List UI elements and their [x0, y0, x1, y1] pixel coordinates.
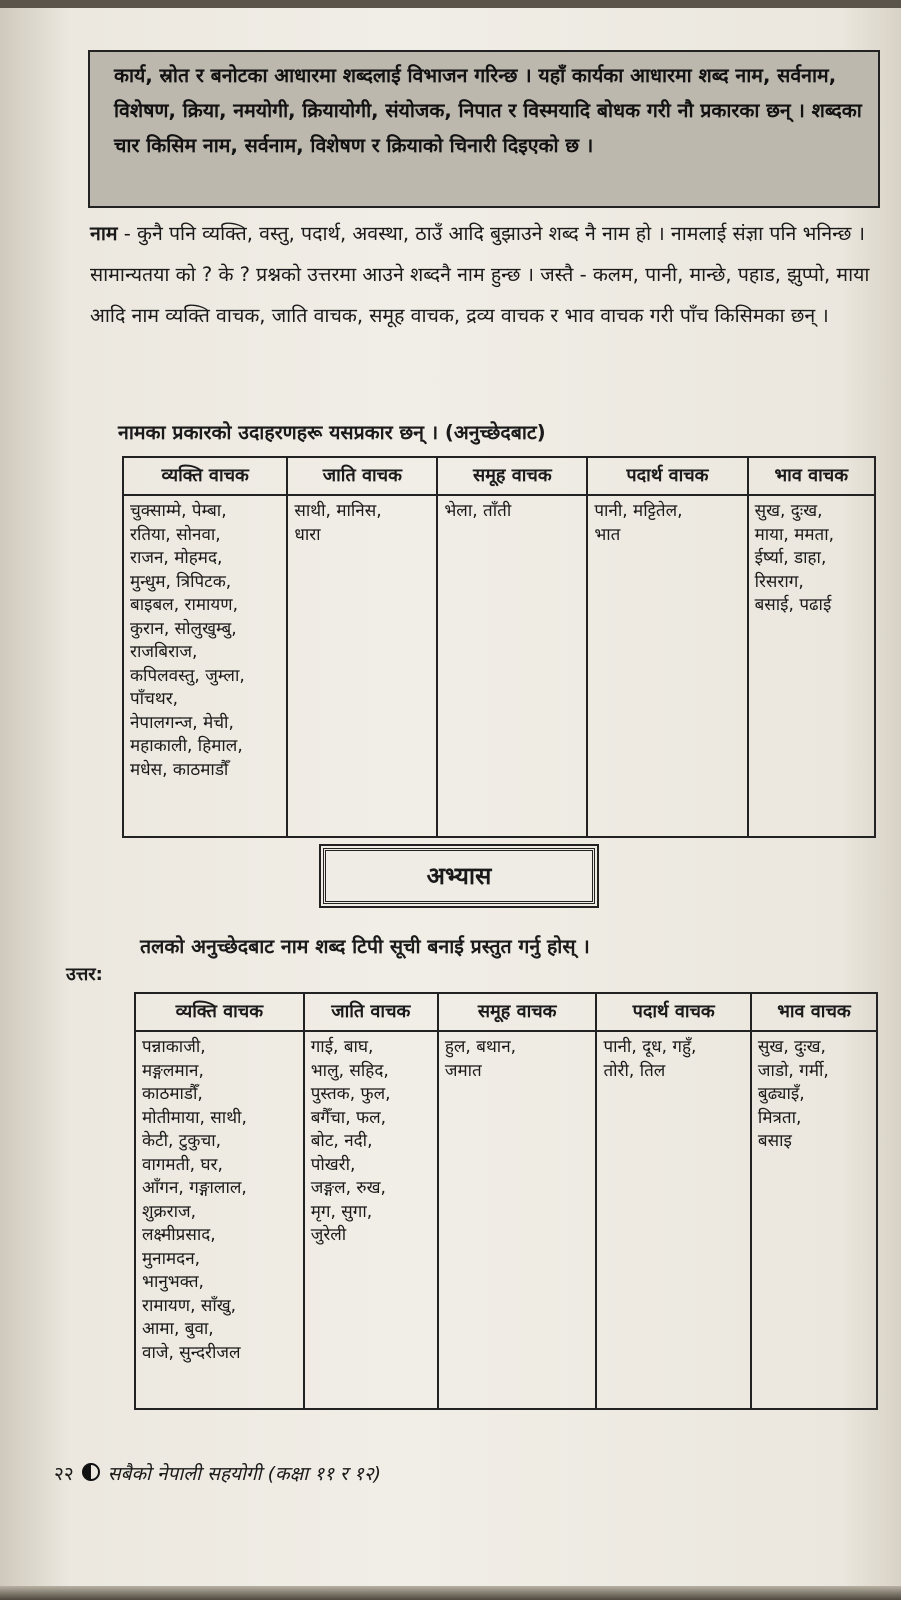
table-row [123, 495, 875, 837]
answer-table-header-row [135, 993, 877, 1031]
noun-definition-text: - कुनै पनि व्यक्ति, वस्तु, पदार्थ, अवस्था, ठाउँ आदि बुझाउने शब्द नै नाम हो । नामलाई संज्ञा पनि भनिन्छ । सामान्यतया को ? के ? प्रश्नको उत्तरमा आउने शब्दनै नाम हुन्छ । जस्तै - कलम, पानी, मान्छे, पहाड, झुप्पो, माया आदि नाम व्यक्ति वाचक, जाति वाचक, समूह वाचक, द्रव्य वाचक र भाव वाचक गरी पाँच किसिमका छन् । [90, 222, 870, 327]
cell-common-noun: गाई, बाघ, भालु, सहिद, पुस्तक, फुल, बगैँचा, फल, बोट, नदी, पोखरी, जङ्गल, रुख, मृग, सुगा, जुरेली [304, 1031, 438, 1409]
noun-term: नाम [90, 222, 118, 245]
cell-abstract-noun: सुख, दुःख, जाडो, गर्मी, बुढ्याइँ, मित्रता, बसाइ [751, 1031, 877, 1409]
cell-collective-noun: हुल, बथान, जमात [438, 1031, 597, 1409]
header-abstract-noun: भाव वाचक [748, 457, 875, 495]
cell-proper-noun: पन्नाकाजी, मङ्गलमान, काठमाडौँ, मोतीमाया, साथी, केटी, टुकुचा, वागमती, घर, आँगन, गङ्गालाल, शुक्रराज, लक्ष्मीप्रसाद, मुनामदन, भानुभक्त, रामायण, साँखु, आमा, बुवा, वाजे, सुन्दरीजल [135, 1031, 304, 1409]
intro-box [88, 50, 880, 208]
table-row [135, 1031, 877, 1409]
page-bottom-edge [0, 1586, 901, 1600]
page-top-edge [0, 0, 901, 8]
header-proper-noun: व्यक्ति वाचक [135, 993, 304, 1031]
header-proper-noun: व्यक्ति वाचक [123, 457, 287, 495]
book-title: सबैको नेपाली सहयोगी (कक्षा ११ र १२) [107, 1463, 382, 1485]
page-number: २२ [54, 1463, 74, 1485]
exercise-title: अभ्यास [323, 848, 595, 904]
exercise-question: तलको अनुच्छेदबाट नाम शब्द टिपी सूची बनाई प्रस्तुत गर्नु होस् । [140, 935, 590, 958]
cell-collective-noun: भेला, ताँती [437, 495, 587, 837]
header-collective-noun: समूह वाचक [437, 457, 587, 495]
cell-abstract-noun: सुख, दुःख, माया, ममता, ईर्ष्या, डाहा, रिसराग, बसाई, पढाई [748, 495, 875, 837]
answer-noun-table [134, 992, 878, 1410]
header-abstract-noun: भाव वाचक [751, 993, 877, 1031]
header-material-noun: पदार्थ वाचक [587, 457, 747, 495]
noun-definition-paragraph [90, 213, 880, 336]
example-table-header-row [123, 457, 875, 495]
half-circle-icon [82, 1463, 100, 1481]
example-noun-table [122, 456, 876, 838]
cell-material-noun: पानी, मट्टितेल, भात [587, 495, 747, 837]
cell-proper-noun: चुक्साम्मे, पेम्बा, रतिया, सोनवा, राजन, मोहमद, मुन्धुम, त्रिपिटक, बाइबल, रामायण, कुरान, सोलुखुम्बु, राजबिराज, कपिलवस्तु, जुम्ला, पाँचथर, नेपालगन्ज, मेची, महाकाली, हिमाल, मधेस, काठमाडौँ [123, 495, 287, 837]
page-footer [54, 1460, 754, 1486]
header-common-noun: जाति वाचक [287, 457, 437, 495]
header-material-noun: पदार्थ वाचक [596, 993, 750, 1031]
cell-common-noun: साथी, मानिस, धारा [287, 495, 437, 837]
cell-material-noun: पानी, दूध, गहुँ, तोरी, तिल [596, 1031, 750, 1409]
answer-label: उत्तर: [66, 964, 103, 985]
header-collective-noun: समूह वाचक [438, 993, 597, 1031]
example-table-caption: नामका प्रकारको उदाहरणहरू यसप्रकार छन् । (अनुच्छेदबाट) [118, 421, 546, 444]
intro-text: कार्य, स्रोत र बनोटका आधारमा शब्दलाई विभाजन गरिन्छ । यहाँ कार्यका आधारमा शब्द नाम, सर्वनाम, विशेषण, क्रिया, नमयोगी, क्रियायोगी, संयोजक, निपात र विस्मयादि बोधक गरी नौ प्रकारका छन् । शब्दका चार किसिम नाम, सर्वनाम, विशेषण र क्रियाको चिनारी दिइएको छ । [114, 64, 862, 157]
header-common-noun: जाति वाचक [304, 993, 438, 1031]
